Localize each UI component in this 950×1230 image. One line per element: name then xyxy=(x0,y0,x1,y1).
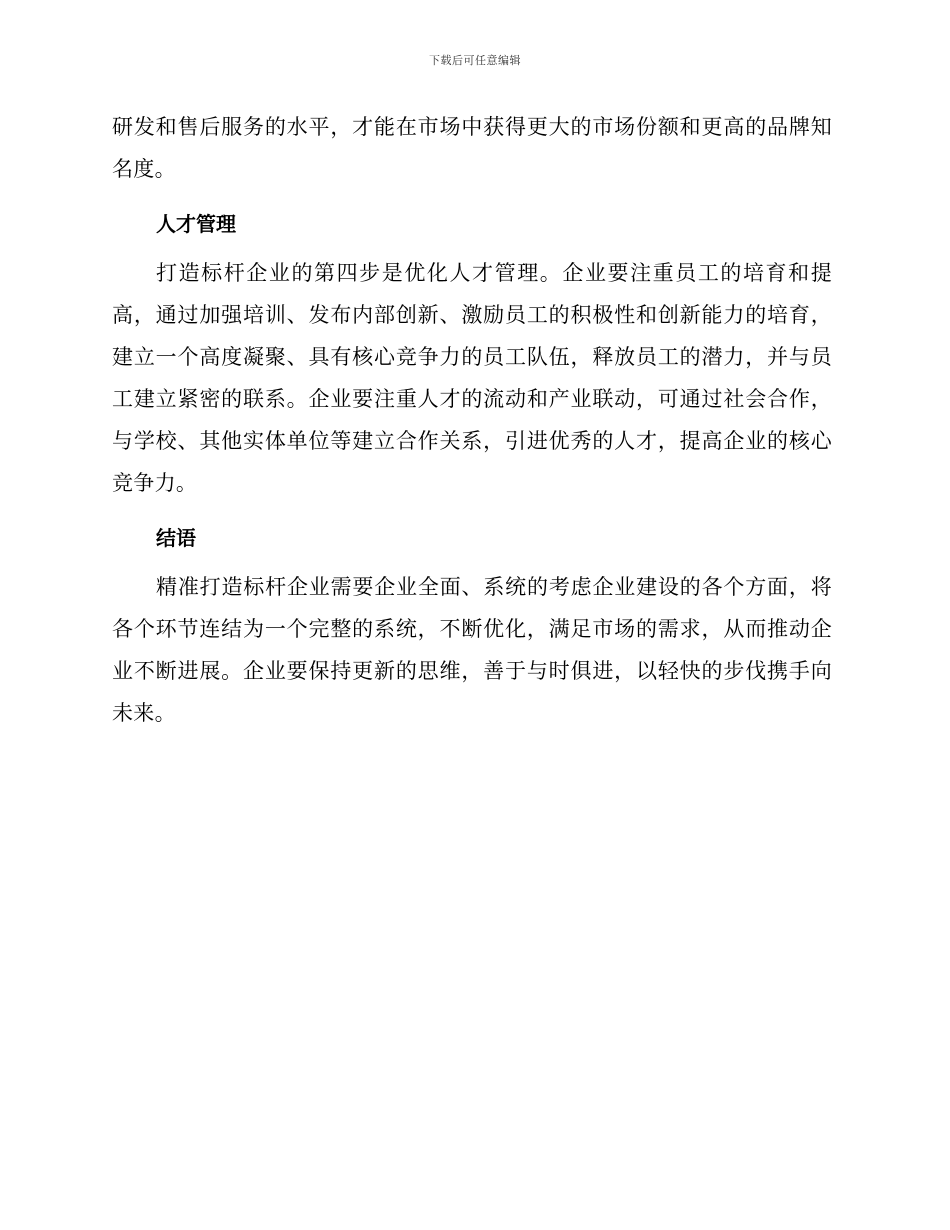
section-heading-talent: 人才管理 xyxy=(156,212,236,236)
talent-paragraph: 打造标杆企业的第四步是优化人才管理。企业要注重员工的培育和提高，通过加强培训、发布内部创新、激励员工的积极性和创新能力的培育，建立一个高度凝聚、具有核心竞争力的员工队伍，释放员工的潜力，并与员工建立紧密的联系。企业要注重人才的流动和产业联动，可通过社会合作，与学校、其他实体单位等建立合作关系，引进优秀的人才，提高企业的核心竞争力。 xyxy=(112,261,832,495)
page-header-note: 下载后可任意编辑 xyxy=(429,54,521,67)
section-heading-conclusion: 结语 xyxy=(156,526,196,550)
document-body xyxy=(112,106,832,734)
conclusion-paragraph: 精准打造标杆企业需要企业全面、系统的考虑企业建设的各个方面，将各个环节连结为一个完整的系统，不断优化，满足市场的需求，从而推动企业不断进展。企业要保持更新的思维，善于与时俱进，以轻快的步伐携手向未来。 xyxy=(112,575,832,725)
continuation-paragraph: 研发和售后服务的水平，才能在市场中获得更大的市场份额和更高的品牌知名度。 xyxy=(112,115,832,181)
